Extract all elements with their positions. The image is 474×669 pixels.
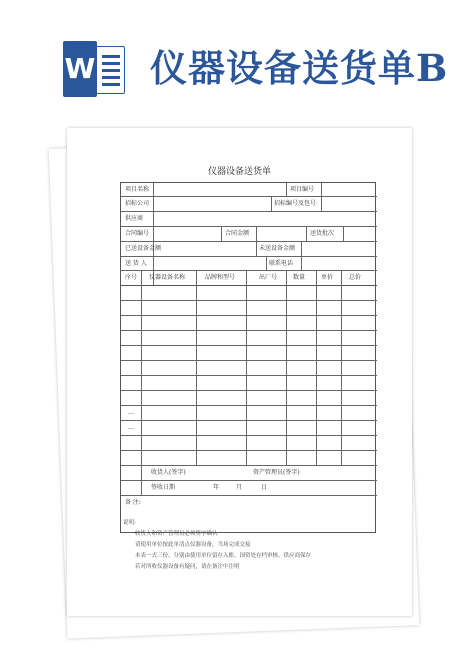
notes-title: 说明: — [123, 520, 136, 526]
supplier-label: 供应商 — [125, 215, 144, 222]
delivery-form-table — [120, 182, 376, 533]
undelivered-amount-label: 未送设备金额 — [259, 245, 296, 252]
note-line: 若对所收仪器设备有疑问，请在备注中注明 — [135, 564, 240, 570]
delivery-batch-label: 送货批次 — [310, 230, 335, 237]
note-line: 请使用单位按此单清点仪器设备，当场完成交接 — [135, 542, 251, 548]
note-line: 本表一式三份，分别由使用单位留存入账、国资处存档审核、供应商保存 — [135, 553, 312, 559]
project-no-label: 项目编号 — [290, 186, 315, 193]
receive-date-month: 月 — [236, 484, 243, 491]
form-title: 仪器设备送货单 — [207, 167, 271, 177]
bid-company-label: 招标公司 — [125, 200, 150, 207]
bid-no-label: 招标编号及包号 — [274, 200, 317, 207]
project-name-label: 项目名称 — [125, 186, 150, 193]
contact-phone-label: 联系电话 — [269, 260, 294, 267]
receive-date-label: 签收日期 — [151, 484, 176, 491]
delivered-amount-label: 已送设备金额 — [125, 245, 162, 252]
banner-title: 仪器设备送货单B — [150, 46, 449, 90]
contract-amount-label: 合同金额 — [225, 230, 250, 237]
column-header-qty: 数量 — [293, 274, 306, 281]
document-page — [67, 128, 412, 616]
column-header-no: 序号 — [125, 274, 138, 281]
ellipsis-row-marker: … — [128, 409, 134, 416]
deliverer-label: 送 货 人 — [125, 260, 147, 267]
column-header-name: 仪器设备名称 — [149, 274, 186, 281]
column-header-brand: 品牌和型号 — [205, 274, 236, 281]
contract-no-label: 合同编号 — [125, 230, 150, 237]
receiver-signature-label: 收货人(签字) — [151, 469, 186, 476]
banner — [0, 0, 474, 118]
ellipsis-row-marker: … — [128, 424, 134, 431]
column-header-price: 单价 — [321, 274, 334, 281]
column-header-serial: 出厂号 — [259, 274, 278, 281]
receive-date-year: 年 — [213, 484, 220, 491]
column-header-total: 总价 — [349, 274, 362, 281]
receive-date-day: 日 — [261, 484, 268, 491]
note-line: 收货人和资产管理员必须签字确认 — [135, 531, 218, 537]
remark-label: 备 注: — [125, 499, 141, 506]
asset-manager-signature-label: 资产管理员(签字) — [253, 469, 300, 476]
word-document-icon: W — [63, 41, 125, 97]
